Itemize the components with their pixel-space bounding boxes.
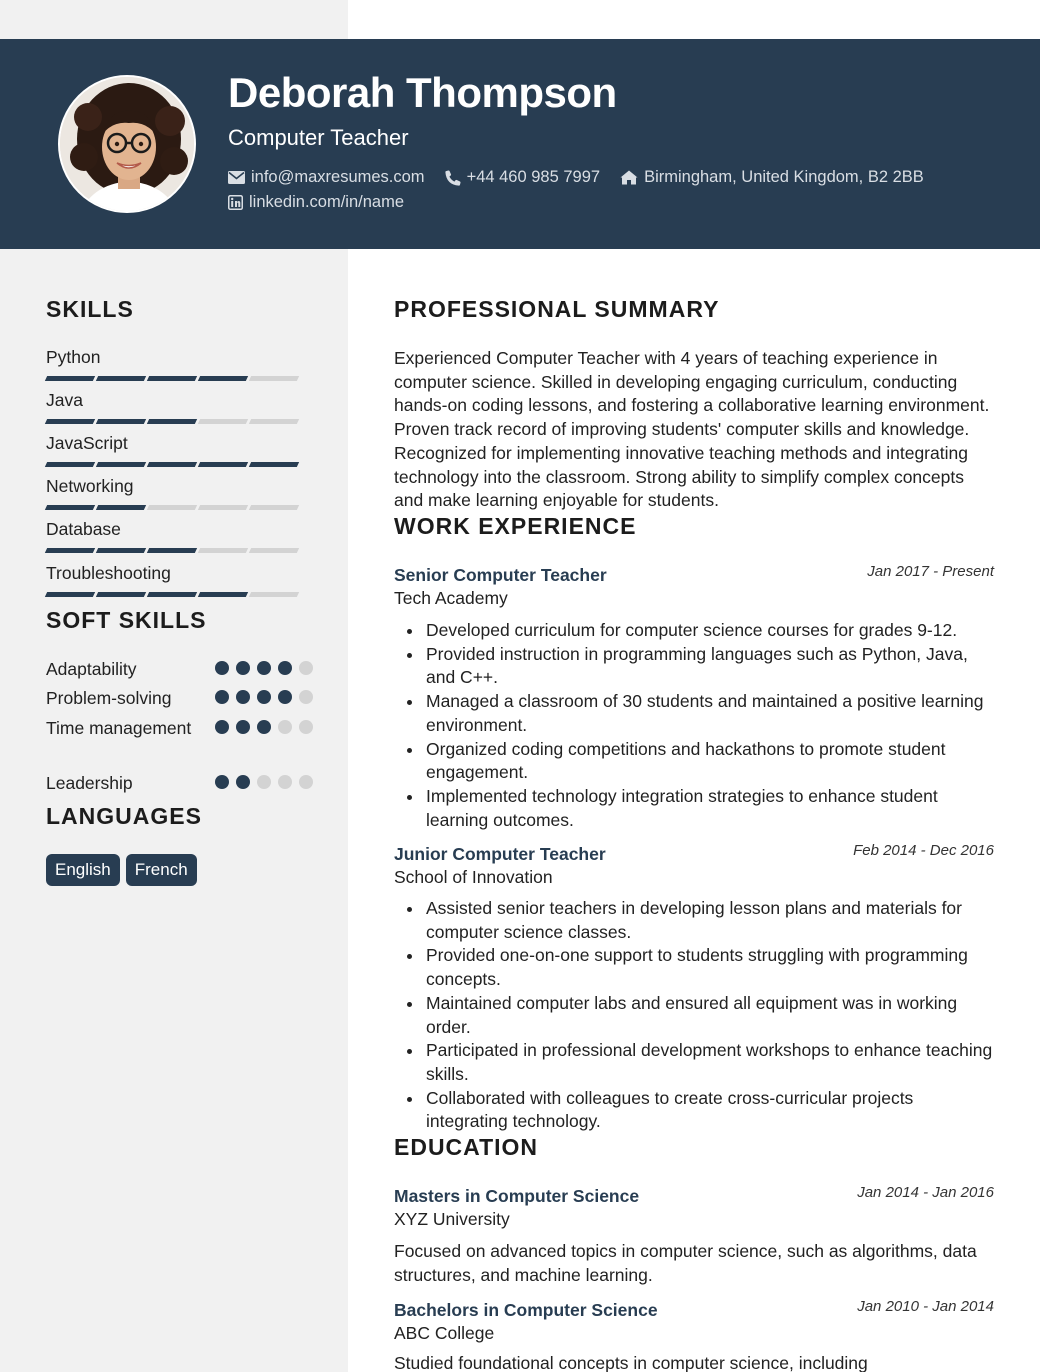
soft-skill-item <box>46 657 306 682</box>
email-text: info@maxresumes.com <box>251 168 425 186</box>
education-entry-header <box>394 1300 994 1344</box>
skill-level-segment <box>96 462 146 467</box>
soft-skill-rating <box>215 690 320 704</box>
job-role: Junior Computer Teacher <box>394 844 606 864</box>
education-description: Studied foundational concepts in computer science, including <box>394 1353 868 1372</box>
contact-location <box>620 168 924 187</box>
job-entry-header <box>394 565 994 609</box>
rating-dot <box>257 720 271 734</box>
contact-row <box>228 168 944 187</box>
education-dates: Jan 2010 - Jan 2014 <box>857 1298 994 1315</box>
rating-dot <box>236 720 250 734</box>
rating-dot <box>257 661 271 675</box>
location-text: Birmingham, United Kingdom, B2 2BB <box>644 168 924 186</box>
soft-skill-rating <box>215 720 320 734</box>
soft-skill-rating <box>215 661 320 675</box>
list-item: Managed a classroom of 30 students and maintained a positive learning environment. <box>394 690 994 737</box>
list-item: Organized coding competitions and hackathons to promote student engagement. <box>394 738 994 785</box>
school-name: ABC College <box>394 1323 495 1343</box>
skill-level-segment <box>249 548 299 553</box>
skill-level-segment <box>198 419 248 424</box>
soft-skill-item <box>46 771 306 796</box>
skill-level-segment <box>147 592 197 597</box>
job-bullets <box>394 619 994 832</box>
rating-dot <box>215 775 229 789</box>
skill-level-bar <box>46 592 306 597</box>
rating-dot <box>299 720 313 734</box>
soft-skill-name: Adaptability <box>46 659 137 679</box>
skill-level-segment <box>96 376 146 381</box>
skill-item <box>46 433 306 467</box>
skill-name: Java <box>46 390 83 410</box>
skill-level-segment <box>45 592 95 597</box>
skill-name: Networking <box>46 476 134 496</box>
skill-name: JavaScript <box>46 433 128 453</box>
list-item: Implemented technology integration strategies to enhance student learning outcomes. <box>394 785 994 832</box>
skill-level-segment <box>198 548 248 553</box>
rating-dot <box>299 661 313 675</box>
envelope-icon <box>228 171 245 184</box>
skill-name: Database <box>46 519 121 539</box>
job-organization: Tech Academy <box>394 588 508 608</box>
skill-level-bar <box>46 419 306 424</box>
summary-text: Experienced Computer Teacher with 4 years of teaching experience in computer science. Skilled in developing engaging curriculum, conducting hands-on coding lessons, and fostering a collaborative learning environment. Proven track record of improving students' computer skills and knowledge. Recognized for implementing innovative teaching methods and integrating technology into the classroom. Strong ability to simplify complex concepts and make learning enjoyable for students. <box>394 348 990 511</box>
skill-level-segment <box>96 592 146 597</box>
list-item: Developed curriculum for computer science courses for grades 9-12. <box>394 619 994 643</box>
list-item: Assisted senior teachers in developing lesson plans and materials for computer science classes. <box>394 897 994 944</box>
list-item: Participated in professional development workshops to enhance teaching skills. <box>394 1039 994 1086</box>
rating-dot <box>278 661 292 675</box>
school-name: XYZ University <box>394 1209 510 1229</box>
skill-level-segment <box>45 462 95 467</box>
skill-level-segment <box>249 462 299 467</box>
phone-text: +44 460 985 7997 <box>466 168 601 186</box>
linkedin-icon <box>228 195 243 210</box>
language-badge: English <box>46 854 120 886</box>
contact-row-2 <box>228 193 424 212</box>
skill-level-segment <box>249 505 299 510</box>
job-dates: Jan 2017 - Present <box>867 563 994 580</box>
soft-skill-item <box>46 686 306 711</box>
job-organization: School of Innovation <box>394 867 553 887</box>
rating-dot <box>257 690 271 704</box>
rating-dot <box>215 720 229 734</box>
education-heading: EDUCATION <box>394 1134 539 1160</box>
contact-phone[interactable] <box>445 168 601 187</box>
languages-list <box>46 854 203 886</box>
rating-dot <box>215 661 229 675</box>
skill-item <box>46 476 306 510</box>
home-icon <box>620 170 638 185</box>
job-entry-header <box>394 844 994 888</box>
education-description: Focused on advanced topics in computer science, such as algorithms, data structures, and machine learning. <box>394 1241 977 1285</box>
skill-level-segment <box>45 376 95 381</box>
soft-skills-heading: SOFT SKILLS <box>46 607 207 633</box>
degree-title: Bachelors in Computer Science <box>394 1300 658 1320</box>
job-bullets <box>394 897 994 1134</box>
skill-level-segment <box>198 505 248 510</box>
skill-level-segment <box>147 376 197 381</box>
contact-linkedin[interactable] <box>228 193 404 212</box>
skill-level-segment <box>45 505 95 510</box>
skill-level-segment <box>147 505 197 510</box>
experience-heading: WORK EXPERIENCE <box>394 513 637 539</box>
rating-dot <box>278 775 292 789</box>
education-dates: Jan 2014 - Jan 2016 <box>857 1184 994 1201</box>
candidate-name: Deborah Thompson <box>228 69 617 116</box>
soft-skill-rating <box>215 775 320 789</box>
skills-heading: SKILLS <box>46 296 134 322</box>
skill-level-segment <box>198 376 248 381</box>
skill-level-segment <box>249 419 299 424</box>
skill-level-bar <box>46 548 306 553</box>
summary-heading: PROFESSIONAL SUMMARY <box>394 296 720 322</box>
skill-level-segment <box>96 419 146 424</box>
skill-name: Python <box>46 347 101 367</box>
skill-item <box>46 563 306 597</box>
skill-level-segment <box>198 462 248 467</box>
skill-level-segment <box>45 419 95 424</box>
job-role: Senior Computer Teacher <box>394 565 607 585</box>
phone-icon <box>445 170 461 186</box>
skill-level-segment <box>147 462 197 467</box>
rating-dot <box>299 690 313 704</box>
soft-skill-name: Problem-solving <box>46 688 172 708</box>
skill-level-bar <box>46 505 306 510</box>
contact-email[interactable] <box>228 168 425 187</box>
skill-level-segment <box>147 548 197 553</box>
rating-dot <box>278 720 292 734</box>
language-badge: French <box>126 854 197 886</box>
skill-name: Troubleshooting <box>46 563 171 583</box>
resume-header <box>0 39 1040 249</box>
skill-level-segment <box>198 592 248 597</box>
skill-level-segment <box>45 548 95 553</box>
rating-dot <box>236 661 250 675</box>
skill-item <box>46 347 306 381</box>
skill-level-bar <box>46 462 306 467</box>
education-entry-header <box>394 1186 994 1230</box>
candidate-title: Computer Teacher <box>228 125 409 150</box>
rating-dot <box>278 690 292 704</box>
skill-level-segment <box>147 419 197 424</box>
soft-skill-name: Leadership <box>46 773 133 793</box>
list-item: Provided instruction in programming languages such as Python, Java, and C++. <box>394 643 994 690</box>
skill-item <box>46 390 306 424</box>
rating-dot <box>257 775 271 789</box>
list-item: Provided one-on-one support to students struggling with programming concepts. <box>394 944 994 991</box>
list-item: Collaborated with colleagues to create cross-curricular projects integrating technology. <box>394 1087 994 1134</box>
degree-title: Masters in Computer Science <box>394 1186 640 1206</box>
list-item: Maintained computer labs and ensured all equipment was in working order. <box>394 992 994 1039</box>
profile-photo <box>58 75 196 213</box>
soft-skill-name: Time management <box>46 718 192 738</box>
rating-dot <box>236 690 250 704</box>
languages-heading: LANGUAGES <box>46 803 202 829</box>
job-dates: Feb 2014 - Dec 2016 <box>853 842 994 859</box>
skill-level-segment <box>96 505 146 510</box>
rating-dot <box>236 775 250 789</box>
skill-level-segment <box>96 548 146 553</box>
skill-item <box>46 519 306 553</box>
linkedin-text: linkedin.com/in/name <box>249 193 404 211</box>
skill-level-bar <box>46 376 306 381</box>
rating-dot <box>215 690 229 704</box>
rating-dot <box>299 775 313 789</box>
skill-level-segment <box>249 592 299 597</box>
skill-level-segment <box>249 376 299 381</box>
soft-skill-item <box>46 716 306 741</box>
